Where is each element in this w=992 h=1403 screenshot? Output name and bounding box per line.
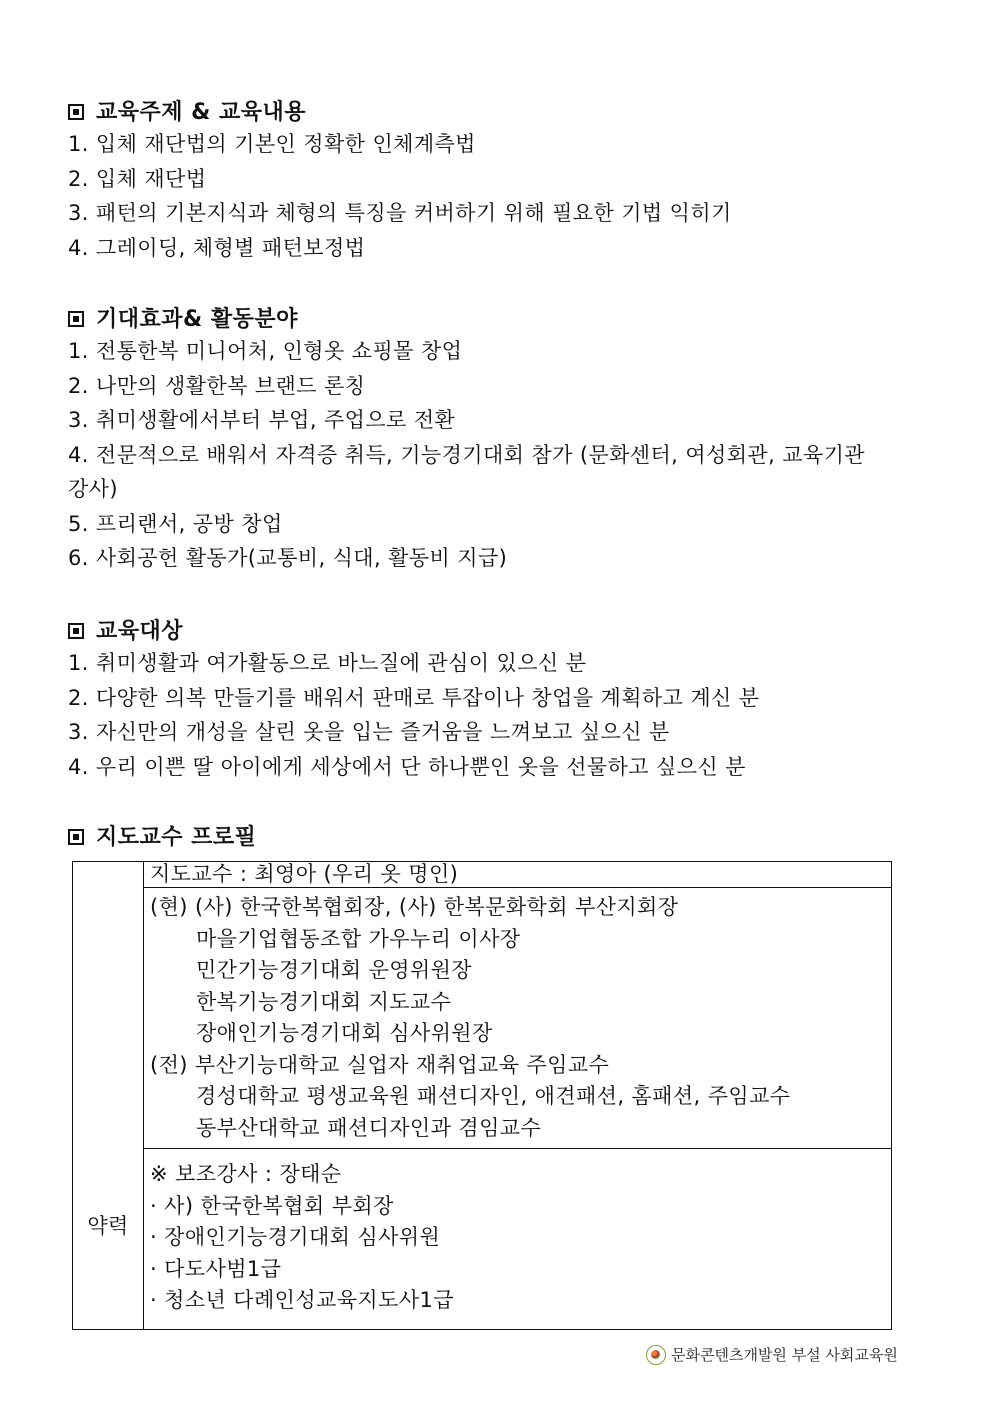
profile-label-cell — [73, 862, 144, 1330]
list-item: 6. 사회공헌 활동가(교통비, 식대, 활동비 지급) — [68, 546, 508, 570]
assistant-item: · 다도사범1급 — [150, 1256, 282, 1281]
career-item: 마을기업협동조합 가우누리 이사장 — [196, 926, 521, 951]
institute-logo-icon — [646, 1345, 666, 1365]
section-heading — [68, 612, 928, 646]
list-item: 1. 취미생활과 여가활동으로 바느질에 관심이 있으신 분 — [68, 651, 587, 675]
section-heading-text: 교육대상 — [96, 618, 184, 644]
profile-table — [72, 861, 892, 1330]
career-item: (현) (사) 한국한복협회장, (사) 한복문화학회 부산지회장 — [150, 895, 679, 919]
section-education-topic — [68, 93, 928, 265]
section-heading — [68, 300, 928, 334]
section-heading-text: 교육주제 & 교육내용 — [96, 99, 307, 125]
section-expected-effects — [68, 300, 928, 576]
section-heading-text: 기대효과& 활동분야 — [96, 306, 298, 332]
career-item: 장애인기능경기대회 심사위원장 — [196, 1021, 493, 1045]
footer-text: 문화콘텐츠개발원 부설 사회교육원 — [671, 1346, 898, 1364]
career-item: 경성대학교 평생교육원 패션디자인, 애견패션, 홈패션, 주임교수 — [196, 1084, 791, 1108]
instructor-name: 지도교수 : 최영아 (우리 옷 명인) — [150, 862, 459, 886]
assistant-cell — [144, 1149, 892, 1330]
list-item: 3. 자신만의 개성을 살린 옷을 입는 즐거움을 느껴보고 싶으신 분 — [68, 720, 670, 744]
list-item: 2. 다양한 의복 만들기를 배워서 판매로 투잡이나 창업을 계획하고 계신 분 — [68, 685, 760, 710]
square-bullet-icon — [68, 311, 84, 327]
list-item: 5. 프리랜서, 공방 창업 — [68, 511, 283, 536]
list-item: 3. 취미생활에서부터 부업, 주업으로 전환 — [68, 408, 456, 432]
section-target-audience — [68, 612, 928, 784]
assistant-item: · 사) 한국한복협회 부회장 — [150, 1193, 394, 1218]
footer — [646, 1344, 898, 1365]
profile-header-cell — [144, 862, 892, 888]
section-heading — [68, 93, 928, 127]
profile-label: 약력 — [87, 1214, 129, 1239]
career-cell — [144, 888, 892, 1149]
list-item: 1. 전통한복 미니어처, 인형옷 쇼핑몰 창업 — [68, 339, 463, 363]
section-instructor-profile — [68, 818, 928, 852]
list-item: 4. 전문적으로 배워서 자격증 취득, 기능경기대회 참가 (문화센터, 여성회관, 교육기관 — [68, 442, 865, 467]
career-item: 한복기능경기대회 지도교수 — [196, 989, 452, 1014]
assistant-item: · 청소년 다례인성교육지도사1급 — [150, 1288, 454, 1312]
list-item: 1. 입체 재단법의 기본인 정확한 인체계측법 — [68, 132, 476, 156]
assistant-item: · 장애인기능경기대회 심사위원 — [150, 1225, 441, 1249]
section-heading — [68, 818, 928, 852]
list-item: 2. 입체 재단법 — [68, 166, 207, 191]
career-item: 동부산대학교 패션디자인과 겸임교수 — [196, 1115, 542, 1140]
list-item: 2. 나만의 생활한복 브랜드 론칭 — [68, 373, 366, 398]
list-item: 4. 우리 이쁜 딸 아이에게 세상에서 단 하나뿐인 옷을 선물하고 싶으신 분 — [68, 754, 746, 779]
career-item: 민간기능경기대회 운영위원장 — [196, 958, 472, 982]
list-item: 4. 그레이딩, 체형별 패턴보정법 — [68, 235, 366, 260]
square-bullet-icon — [68, 623, 84, 639]
square-bullet-icon — [68, 829, 84, 845]
career-item: (전) 부산기능대학교 실업자 재취업교육 주임교수 — [150, 1052, 610, 1077]
section-heading-text: 지도교수 프로필 — [96, 824, 257, 850]
list-item-continuation: 강사) — [68, 477, 118, 501]
square-bullet-icon — [68, 104, 84, 120]
assistant-title: ※ 보조강사 : 장태순 — [150, 1162, 342, 1186]
list-item: 3. 패턴의 기본지식과 체형의 특징을 커버하기 위해 필요한 기법 익히기 — [68, 201, 732, 225]
